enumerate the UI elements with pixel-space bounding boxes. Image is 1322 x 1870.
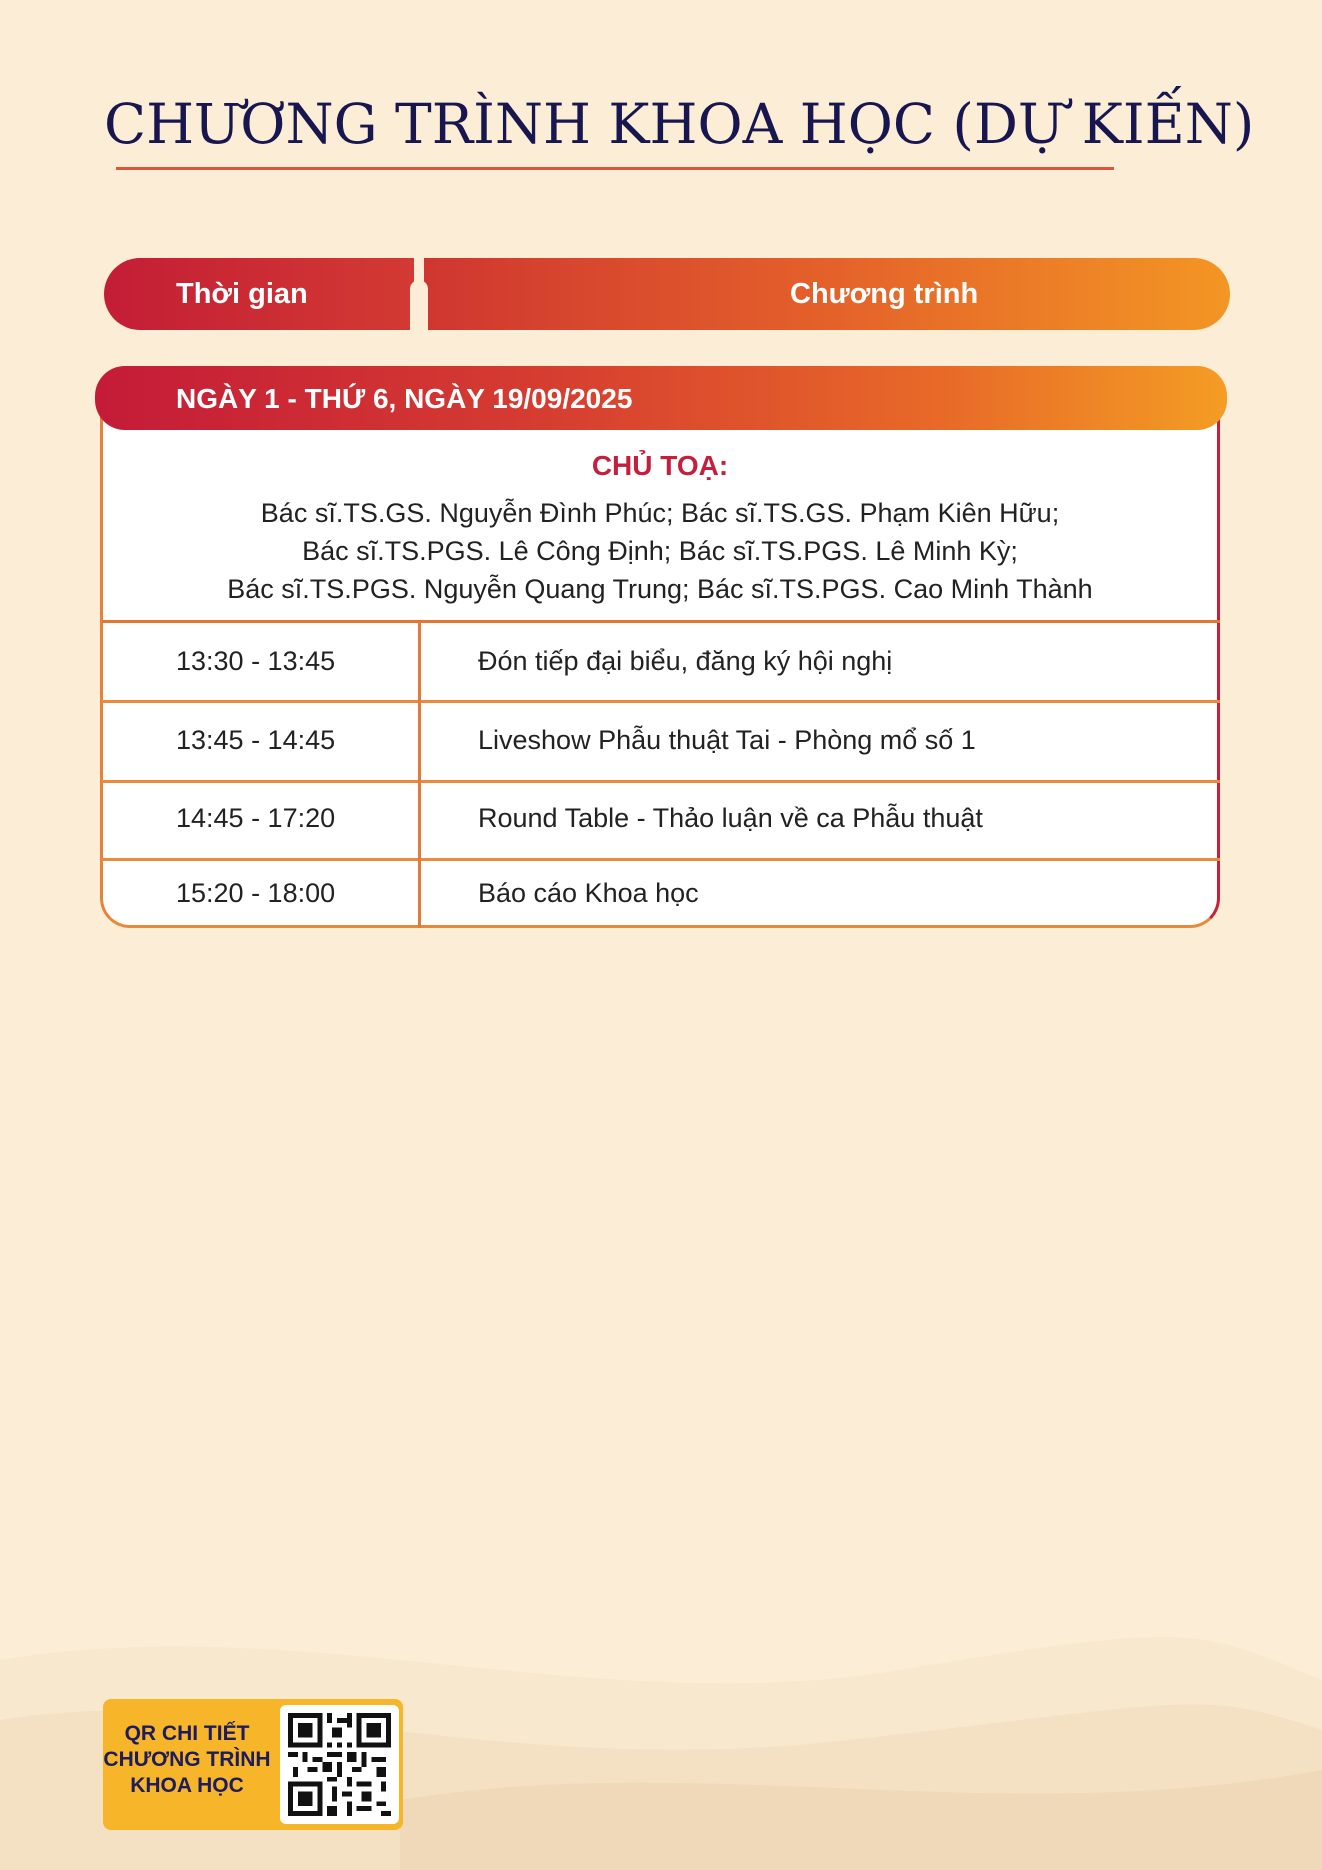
header-program — [424, 258, 1230, 330]
qr-box[interactable] — [103, 1699, 403, 1830]
row-divider — [102, 700, 1220, 703]
row-4-program: Báo cáo Khoa học — [478, 878, 699, 908]
qr-code-icon[interactable] — [280, 1705, 399, 1824]
header-time — [104, 258, 414, 330]
row-4-time: 15:20 - 18:00 — [176, 878, 336, 908]
header-divider — [410, 280, 428, 332]
row-2-time: 13:45 - 14:45 — [176, 725, 336, 755]
row-divider — [102, 780, 1220, 783]
row-1-time: 13:30 - 13:45 — [176, 646, 336, 676]
qr-label-line-1: QR CHI TIẾT — [124, 1722, 250, 1745]
title-underline — [116, 167, 1114, 170]
row-2-program: Liveshow Phẫu thuật Tai - Phòng mổ số 1 — [478, 725, 976, 755]
day-1-label: NGÀY 1 - THỨ 6, NGÀY 19/09/2025 — [176, 383, 633, 414]
column-divider — [418, 622, 421, 928]
row-3-time: 14:45 - 17:20 — [176, 803, 336, 833]
chair-line-3: Bác sĩ.TS.PGS. Nguyễn Quang Trung; Bác sĩ.TS.PGS. Cao Minh Thành — [227, 574, 1093, 604]
row-divider — [102, 858, 1220, 861]
chair-line-1: Bác sĩ.TS.GS. Nguyễn Đình Phúc; Bác sĩ.TS.GS. Phạm Kiên Hữu; — [260, 498, 1060, 528]
row-3-program: Round Table - Thảo luận về ca Phẫu thuật — [478, 803, 983, 833]
chair-title: CHỦ TOẠ: — [591, 450, 729, 481]
day-1-bar — [95, 366, 1227, 430]
qr-label-line-2: CHƯƠNG TRÌNH — [103, 1748, 271, 1771]
qr-label-line-3: KHOA HỌC — [130, 1774, 244, 1797]
qr-label — [103, 1721, 271, 1799]
chair-line-2: Bác sĩ.TS.PGS. Lê Công Định; Bác sĩ.TS.PGS. Lê Minh Kỳ; — [302, 536, 1018, 566]
page-title: CHƯƠNG TRÌNH KHOA HỌC (DỰ KIẾN) — [104, 92, 1255, 156]
row-divider — [102, 620, 1220, 623]
header-program-label: Chương trình — [790, 278, 979, 310]
header-time-label: Thời gian — [176, 278, 308, 310]
row-1-program: Đón tiếp đại biểu, đăng ký hội nghị — [478, 646, 893, 676]
